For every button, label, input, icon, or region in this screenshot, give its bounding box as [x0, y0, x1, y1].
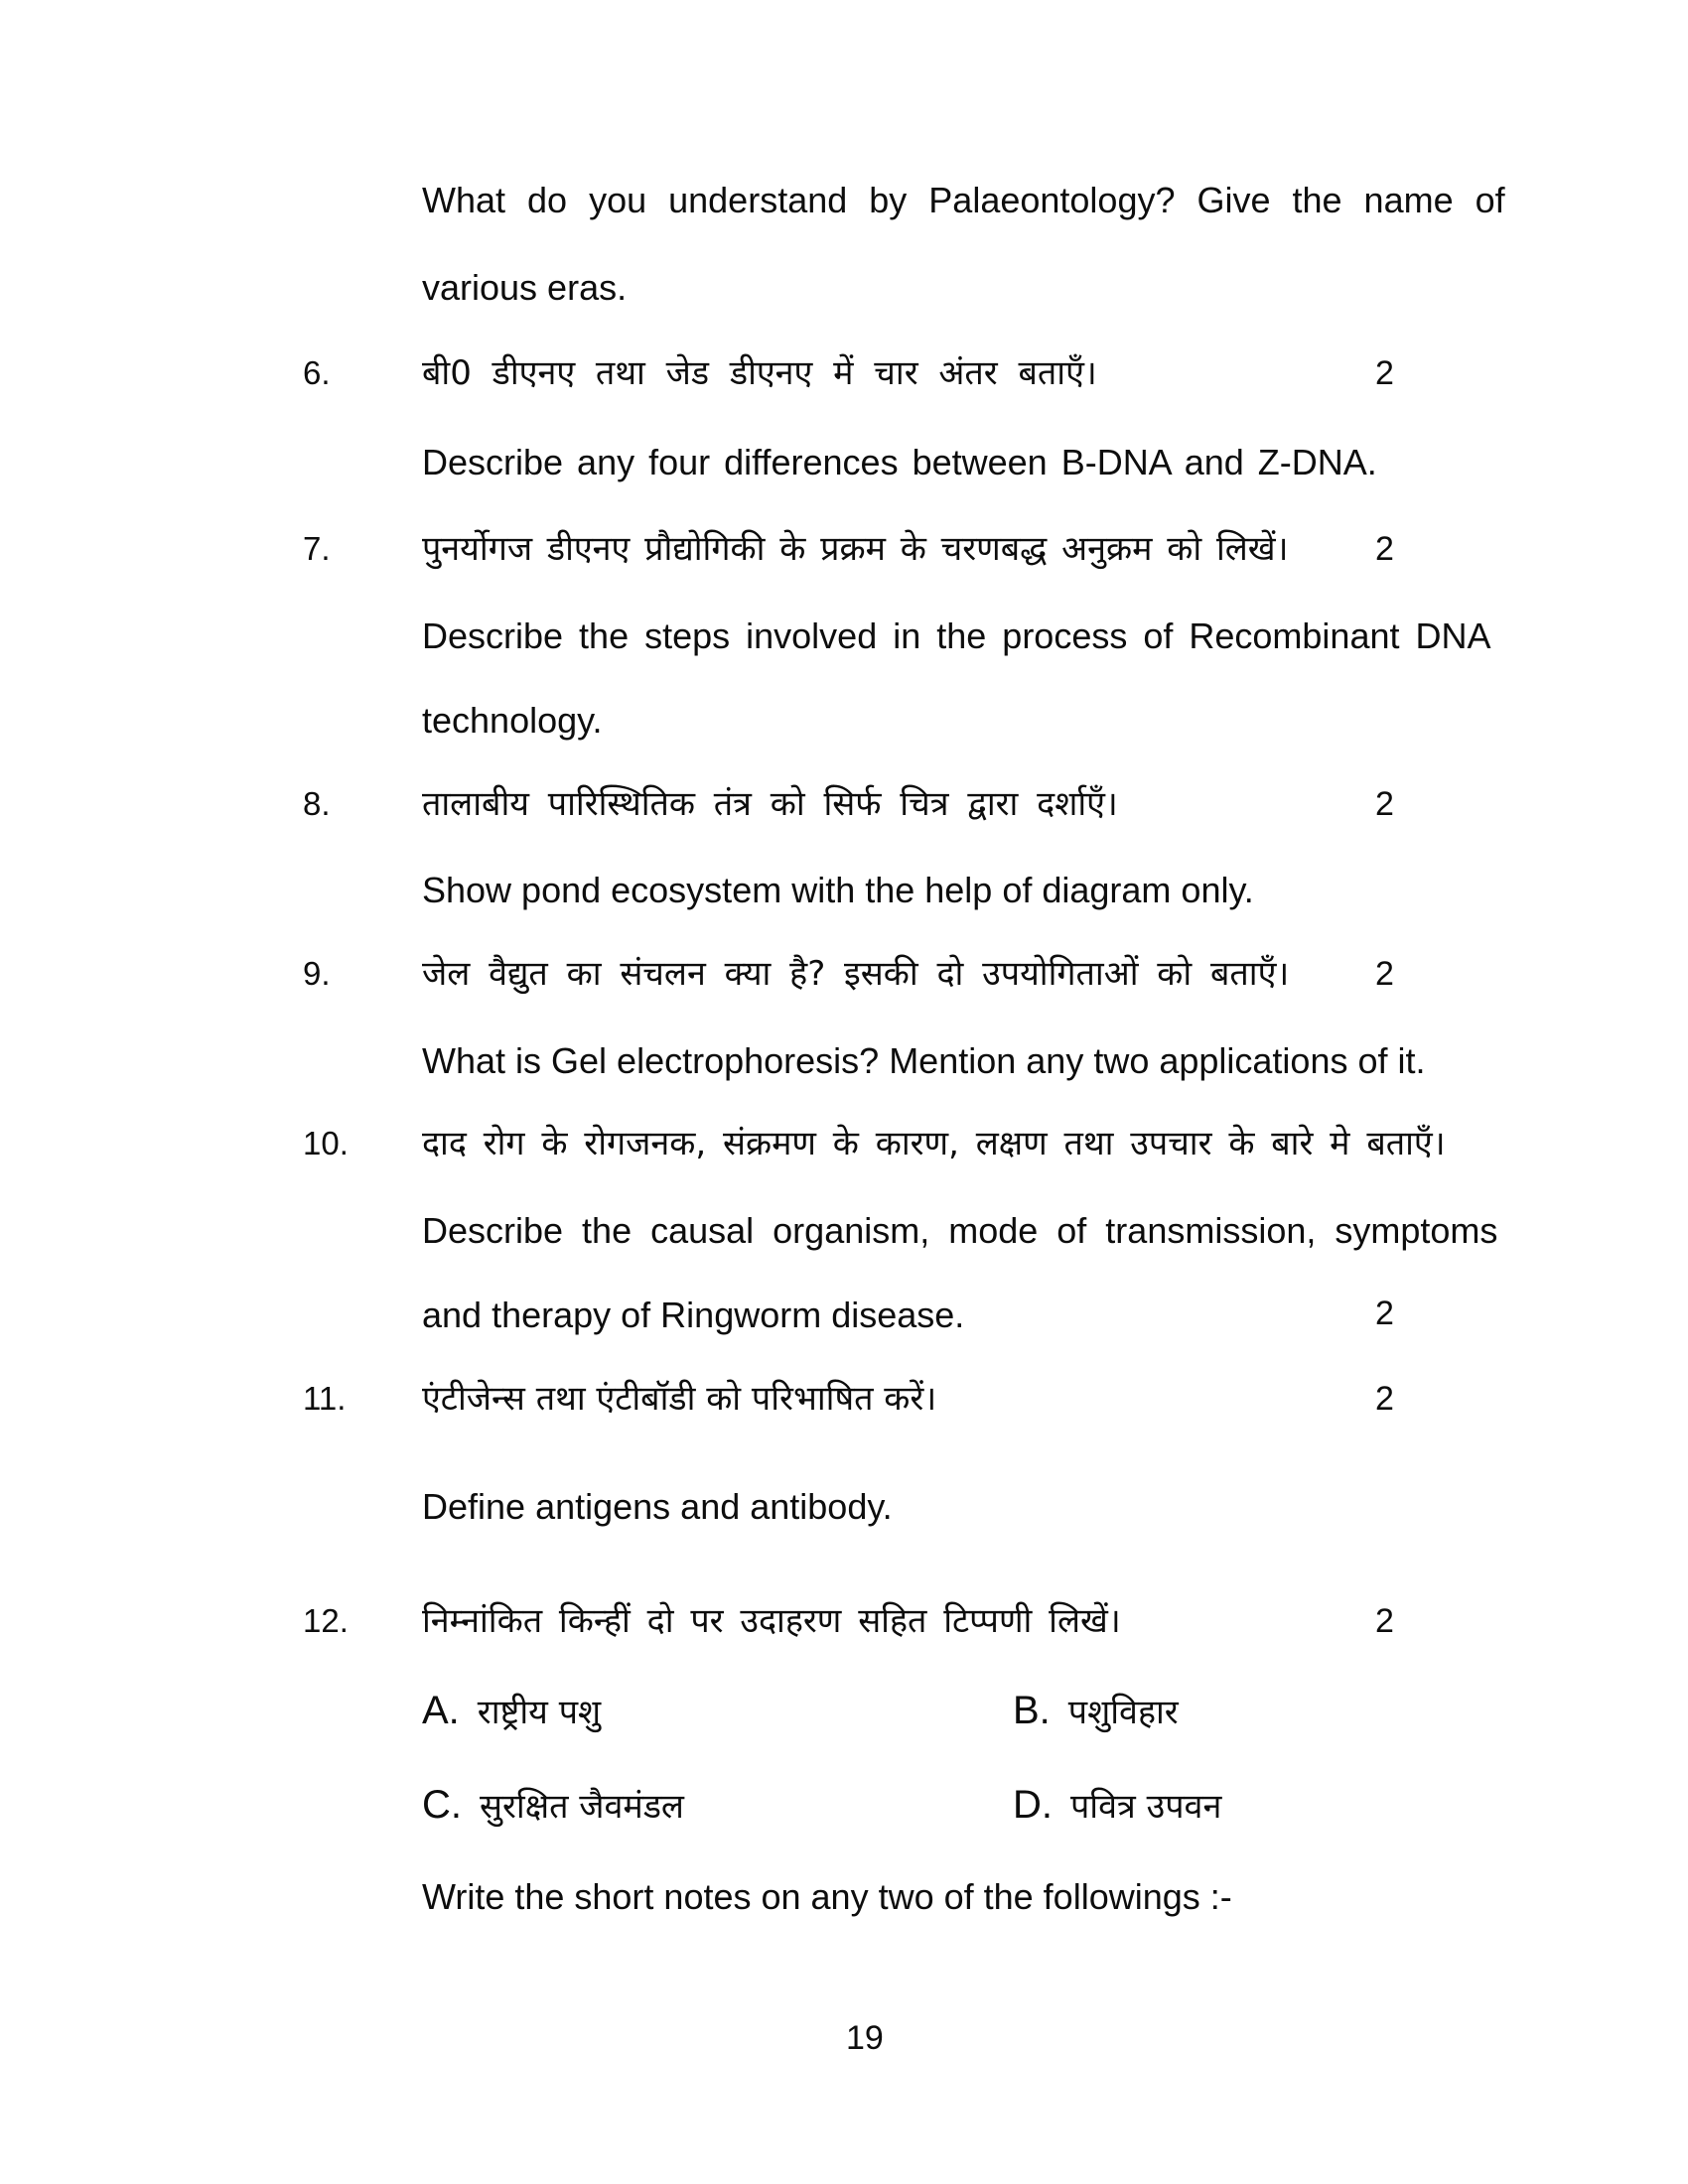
question-6-english: Describe any four differences between B-DNA and Z-DNA. [422, 442, 1377, 482]
question-10-english2: and therapy of Ringworm disease. [422, 1295, 965, 1335]
question-11-english: Define antigens and antibody. [422, 1486, 893, 1527]
question-12-option-b [1013, 1688, 1179, 1733]
question-10-hindi: दाद रोग के रोगजनक, संक्रमण के कारण, लक्षण तथा उपचार के बारे मे बताएँ। [422, 1124, 1446, 1163]
question-10-number: 10. [303, 1125, 349, 1161]
question-10-marks: 2 [1375, 1295, 1394, 1332]
question-12-number: 12. [303, 1602, 349, 1639]
option-a-text: राष्ट्रीय पशु [477, 1693, 602, 1732]
question-10-english1: Describe the causal organism, mode of transmission, symptoms [422, 1210, 1498, 1251]
option-a-label: A. [422, 1689, 460, 1732]
option-c-label: C. [422, 1783, 462, 1827]
question-12-option-c [422, 1782, 684, 1828]
question-6-number: 6. [303, 354, 331, 391]
question-12-hindi: निम्नांकित किन्हीं दो पर उदाहरण सहित टिप्पणी लिखें। [422, 1601, 1121, 1641]
question-8-english: Show pond ecosystem with the help of diagram only. [422, 870, 1254, 910]
question-7-english2: technology. [422, 700, 603, 741]
option-b-text: पशुविहार [1067, 1693, 1179, 1732]
option-c-text: सुरक्षित जैवमंडल [480, 1787, 684, 1827]
question-9-english: What is Gel electrophoresis? Mention any two applications of it. [422, 1040, 1426, 1081]
continuation-english-line1: What do you understand by Palaeontology? Give the name of [422, 180, 1505, 220]
question-7-number: 7. [303, 530, 331, 567]
question-11-number: 11. [303, 1380, 347, 1417]
question-9-hindi: जेल वैद्युत का संचलन क्या है? इसकी दो उपयोगिताओं को बताएँ। [422, 954, 1290, 994]
question-12-option-a [422, 1688, 601, 1733]
option-d-text: पवित्र उपवन [1070, 1787, 1222, 1827]
question-8-marks: 2 [1375, 785, 1394, 823]
question-12-option-d [1013, 1782, 1221, 1828]
question-9-number: 9. [303, 955, 331, 992]
question-8-hindi: तालाबीय पारिस्थितिक तंत्र को सिर्फ चित्र द्वारा दर्शाएँ। [422, 784, 1118, 824]
question-9-marks: 2 [1375, 955, 1394, 993]
question-12-english: Write the short notes on any two of the followings :- [422, 1876, 1232, 1917]
question-7-hindi: पुनर्योगज डीएनए प्रौद्योगिकी के प्रक्रम के चरणबद्ध अनुक्रम को लिखें। [422, 529, 1289, 569]
option-d-label: D. [1013, 1783, 1053, 1827]
question-6-hindi: बी0 डीएनए तथा जेड डीएनए में चार अंतर बताएँ। [422, 353, 1097, 393]
question-11-marks: 2 [1375, 1380, 1394, 1418]
page-number: 19 [846, 2019, 884, 2057]
question-12-marks: 2 [1375, 1602, 1394, 1640]
question-8-number: 8. [303, 785, 331, 822]
question-11-hindi: एंटीजेन्स तथा एंटीबॉडी को परिभाषित करें। [422, 1379, 937, 1419]
question-7-marks: 2 [1375, 530, 1394, 568]
question-6-marks: 2 [1375, 354, 1394, 392]
question-7-english1: Describe the steps involved in the process of Recombinant DNA [422, 615, 1491, 656]
continuation-english-line2: various eras. [422, 267, 628, 308]
option-b-label: B. [1013, 1689, 1051, 1732]
